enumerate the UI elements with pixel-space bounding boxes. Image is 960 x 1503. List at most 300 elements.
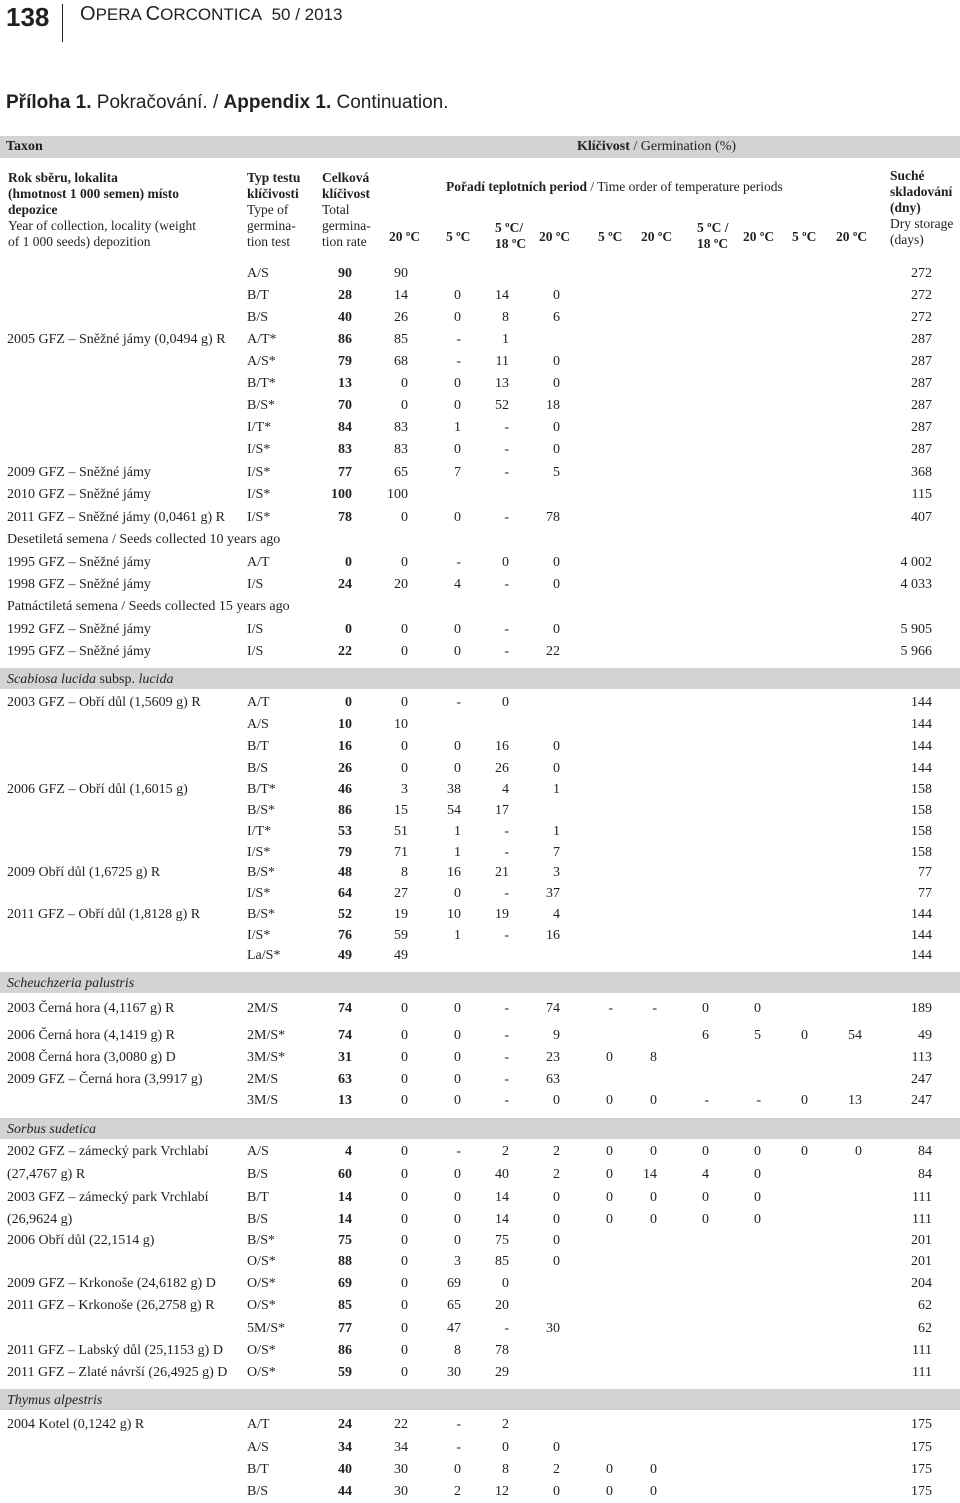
- cell-test-type: I/S: [247, 644, 264, 659]
- cell-storage-days: 158: [911, 845, 932, 860]
- cell-total: 79: [338, 845, 352, 860]
- cell-value: 16: [495, 739, 509, 754]
- table-row: [0, 779, 960, 801]
- temp-10: 20 ºC: [836, 229, 868, 244]
- cell-value: 0: [454, 761, 461, 776]
- cell-value: 0: [401, 1298, 408, 1313]
- species-name: Scheuchzeria palustris: [7, 976, 135, 991]
- cell-value: 0: [553, 761, 560, 776]
- cell-value: 3: [454, 1254, 461, 1269]
- cell-value: 0: [454, 310, 461, 325]
- table-row: [0, 998, 960, 1020]
- cell-storage-days: 201: [911, 1233, 932, 1248]
- cell-location: 2005 GFZ – Sněžné jámy (0,0494 g) R: [7, 332, 226, 347]
- cell-value: 0: [553, 1254, 560, 1269]
- cell-value: 7: [553, 845, 560, 860]
- cell-value: -: [456, 695, 461, 710]
- table-row: [0, 1164, 960, 1186]
- cell-value: 0: [401, 1321, 408, 1336]
- table-row: [0, 439, 960, 461]
- cell-value: -: [504, 1321, 509, 1336]
- cell-total: 46: [338, 782, 352, 797]
- cell-location: 2006 GFZ – Obří důl (1,6015 g): [7, 782, 188, 797]
- cell-value: -: [504, 1093, 509, 1108]
- cell-total: 26: [338, 761, 352, 776]
- table-row: [0, 842, 960, 864]
- cell-value: 2: [553, 1167, 560, 1182]
- cell-value: 10: [447, 907, 461, 922]
- cell-value: -: [704, 1093, 709, 1108]
- cell-test-type: I/S*: [247, 928, 271, 943]
- table-row: [0, 285, 960, 307]
- cell-value: -: [504, 886, 509, 901]
- cell-test-type: 2M/S: [247, 1072, 279, 1087]
- table-row: [0, 263, 960, 285]
- cell-test-type: B/S: [247, 1167, 269, 1182]
- cell-test-type: B/T*: [247, 782, 276, 797]
- table-row: [0, 736, 960, 758]
- cell-total: 77: [338, 1321, 352, 1336]
- cell-value: 0: [606, 1484, 613, 1499]
- cell-test-type: B/T*: [247, 376, 276, 391]
- cell-value: 15: [394, 803, 408, 818]
- cell-value: 6: [553, 310, 560, 325]
- cell-storage-days: 158: [911, 782, 932, 797]
- cell-total: 44: [338, 1484, 352, 1499]
- species-rank: subsp.: [96, 672, 139, 687]
- cell-value: 0: [702, 1001, 709, 1016]
- taxon-label: Taxon: [6, 139, 43, 154]
- temp-6: 20 ºC: [641, 229, 673, 244]
- cell-value: 0: [606, 1144, 613, 1159]
- table-row: [0, 1414, 960, 1436]
- cell-storage-days: 113: [911, 1050, 932, 1065]
- cell-test-type: I/S*: [247, 510, 271, 525]
- cell-value: 0: [606, 1190, 613, 1205]
- cell-total: 14: [338, 1190, 352, 1205]
- cell-storage-days: 144: [911, 695, 932, 710]
- cell-value: 0: [553, 577, 560, 592]
- section-row: [0, 529, 960, 551]
- cell-value: 19: [394, 907, 408, 922]
- cell-value: 30: [546, 1321, 560, 1336]
- cell-test-type: O/S*: [247, 1298, 276, 1313]
- cell-storage-days: 175: [911, 1417, 932, 1432]
- cell-value: 4: [454, 577, 461, 592]
- cell-total: 22: [338, 644, 352, 659]
- cell-value: 65: [394, 465, 408, 480]
- cell-location: 1995 GFZ – Sněžné jámy: [7, 644, 151, 659]
- cell-value: 0: [553, 1093, 560, 1108]
- cell-value: 11: [495, 354, 509, 369]
- cell-value: 0: [454, 442, 461, 457]
- cell-value: 30: [394, 1462, 408, 1477]
- cell-value: 0: [754, 1001, 761, 1016]
- cell-value: 0: [401, 1276, 408, 1291]
- temp-3: 5 ºC/ 18 ºC: [495, 220, 527, 251]
- table-row: [0, 1437, 960, 1459]
- cell-value: 0: [855, 1144, 862, 1159]
- table-row: [0, 925, 960, 947]
- cell-value: 0: [754, 1144, 761, 1159]
- cell-value: 51: [394, 824, 408, 839]
- cell-value: 0: [553, 420, 560, 435]
- cell-value: 65: [447, 1298, 461, 1313]
- cell-total: 24: [338, 1417, 352, 1432]
- cell-value: 0: [401, 761, 408, 776]
- cell-value: 0: [650, 1462, 657, 1477]
- cell-location: 2011 GFZ – Obří důl (1,8128 g) R: [7, 907, 201, 922]
- table-row: [0, 484, 960, 506]
- species-row: [0, 669, 960, 691]
- cell-value: 0: [553, 288, 560, 303]
- table-row: [0, 758, 960, 780]
- cell-value: 0: [401, 1050, 408, 1065]
- cell-value: 30: [447, 1365, 461, 1380]
- cell-total: 60: [338, 1167, 352, 1182]
- cell-storage-days: 287: [911, 332, 932, 347]
- cell-value: 0: [454, 1233, 461, 1248]
- cell-test-type: I/S*: [247, 886, 271, 901]
- cell-value: -: [504, 1001, 509, 1016]
- cell-total: 77: [338, 465, 352, 480]
- cell-total: 88: [338, 1254, 352, 1269]
- cell-value: 12: [495, 1484, 509, 1499]
- temp-9: 5 ºC: [792, 229, 817, 244]
- cell-value: 14: [495, 1212, 509, 1227]
- cell-value: -: [504, 1050, 509, 1065]
- table-row: [0, 1318, 960, 1340]
- cell-value: 22: [394, 1417, 408, 1432]
- cell-value: -: [504, 824, 509, 839]
- cell-test-type: B/S*: [247, 907, 276, 922]
- cell-value: 0: [553, 739, 560, 754]
- table-row: [0, 329, 960, 351]
- cell-value: 1: [454, 420, 461, 435]
- cell-value: 8: [454, 1343, 461, 1358]
- cell-value: 0: [401, 1233, 408, 1248]
- germination-header: Klíčivost / Germination (%): [577, 139, 737, 154]
- cell-test-type: I/S: [247, 622, 264, 637]
- cell-total: 100: [331, 487, 352, 502]
- cell-test-type: B/S: [247, 1212, 269, 1227]
- cell-value: 0: [454, 1462, 461, 1477]
- cell-total: 85: [338, 1298, 352, 1313]
- table-row: [0, 552, 960, 574]
- cell-value: 8: [650, 1050, 657, 1065]
- cell-value: -: [504, 420, 509, 435]
- cell-value: 1: [502, 332, 509, 347]
- cell-location: 2002 GFZ – zámecký park Vrchlabí: [7, 1144, 209, 1159]
- cell-value: 0: [401, 1254, 408, 1269]
- cell-storage-days: 144: [911, 928, 932, 943]
- cell-value: 85: [394, 332, 408, 347]
- cell-total: 16: [338, 739, 352, 754]
- cell-value: 13: [848, 1093, 862, 1108]
- cell-test-type: A/T: [247, 1417, 270, 1432]
- cell-value: 8: [502, 310, 509, 325]
- cell-value: 0: [454, 644, 461, 659]
- cell-value: 0: [553, 1484, 560, 1499]
- cell-value: 20: [394, 577, 408, 592]
- cell-location: 2008 Černá hora (3,0080 g) D: [7, 1050, 176, 1065]
- cell-value: 16: [447, 865, 461, 880]
- cell-value: 8: [502, 1462, 509, 1477]
- cell-value: 75: [495, 1233, 509, 1248]
- cell-test-type: I/S*: [247, 845, 271, 860]
- cell-total: 40: [338, 1462, 352, 1477]
- cell-value: 4: [553, 907, 560, 922]
- cell-value: 3: [553, 865, 560, 880]
- cell-total: 79: [338, 354, 352, 369]
- cell-total: 86: [338, 803, 352, 818]
- cell-value: 40: [495, 1167, 509, 1182]
- cell-value: 0: [650, 1144, 657, 1159]
- cell-storage-days: 111: [912, 1190, 932, 1205]
- cell-value: 0: [650, 1484, 657, 1499]
- table-row: [0, 507, 960, 529]
- cell-total: 53: [338, 824, 352, 839]
- appendix-title: Příloha 1. Pokračování. / Appendix 1. Continuation.: [6, 92, 449, 113]
- cell-value: 0: [553, 622, 560, 637]
- cell-test-type: O/S*: [247, 1254, 276, 1269]
- cell-value: -: [456, 1144, 461, 1159]
- cell-total: 10: [338, 717, 352, 732]
- cell-storage-days: 247: [911, 1072, 932, 1087]
- cell-value: 1: [454, 928, 461, 943]
- period-header: Pořadí teplotních period / Time order of temperature periods: [446, 179, 783, 194]
- cell-location: 2009 GFZ – Sněžné jámy: [7, 465, 151, 480]
- temp-2: 5 ºC: [446, 229, 471, 244]
- cell-value: -: [652, 1001, 657, 1016]
- cell-test-type: I/S: [247, 577, 264, 592]
- cell-value: 68: [394, 354, 408, 369]
- cell-value: 4: [702, 1167, 709, 1182]
- cell-test-type: I/T*: [247, 420, 272, 435]
- cell-total: 63: [338, 1072, 352, 1087]
- table-row: [0, 883, 960, 905]
- cell-value: 0: [401, 1144, 408, 1159]
- cell-total: 13: [338, 1093, 352, 1108]
- cell-value: 0: [801, 1144, 808, 1159]
- cell-value: 0: [401, 739, 408, 754]
- cell-value: 0: [553, 1233, 560, 1248]
- cell-location: 2003 Černá hora (4,1167 g) R: [7, 1001, 175, 1016]
- cell-storage-days: 111: [912, 1212, 932, 1227]
- cell-storage-days: 115: [911, 487, 932, 502]
- cell-value: 0: [606, 1462, 613, 1477]
- cell-value: 20: [495, 1298, 509, 1313]
- cell-value: 54: [848, 1028, 862, 1043]
- cell-storage-days: 158: [911, 824, 932, 839]
- cell-storage-days: 407: [911, 510, 932, 525]
- cell-total: 69: [338, 1276, 352, 1291]
- cell-total: 49: [338, 948, 352, 963]
- cell-value: 29: [495, 1365, 509, 1380]
- cell-value: 2: [502, 1144, 509, 1159]
- cell-value: 0: [401, 1028, 408, 1043]
- table-row: [0, 862, 960, 884]
- cell-test-type: A/S: [247, 1144, 269, 1159]
- cell-total: 74: [338, 1028, 352, 1043]
- cell-total: 0: [345, 622, 352, 637]
- table-row: [0, 307, 960, 329]
- cell-value: 0: [553, 442, 560, 457]
- cell-value: 90: [394, 266, 408, 281]
- species-row: [0, 973, 960, 995]
- table-row: [0, 641, 960, 663]
- cell-storage-days: 77: [918, 886, 932, 901]
- cell-value: 16: [546, 928, 560, 943]
- cell-total: 48: [338, 865, 352, 880]
- cell-value: 54: [447, 803, 461, 818]
- cell-test-type: B/S: [247, 761, 269, 776]
- table-row: [0, 1090, 960, 1112]
- cell-location: 2011 GFZ – Labský důl (25,1153 g) D: [7, 1343, 223, 1358]
- cell-value: 0: [401, 1093, 408, 1108]
- cell-value: 0: [454, 510, 461, 525]
- cell-test-type: O/S*: [247, 1365, 276, 1380]
- cell-value: 0: [401, 1190, 408, 1205]
- cell-value: 5: [754, 1028, 761, 1043]
- cell-value: 0: [650, 1093, 657, 1108]
- cell-value: 0: [401, 398, 408, 413]
- table-row: [0, 462, 960, 484]
- cell-value: 34: [394, 1440, 408, 1455]
- cell-location: 1995 GFZ – Sněžné jámy: [7, 555, 151, 570]
- table-row: [0, 373, 960, 395]
- cell-value: 0: [454, 1028, 461, 1043]
- cell-location: 2009 GFZ – Krkonoše (24,6182 g) D: [7, 1276, 216, 1291]
- table-row: [0, 1187, 960, 1209]
- cell-total: 59: [338, 1365, 352, 1380]
- cell-test-type: B/T: [247, 739, 269, 754]
- cell-location: 2011 GFZ – Zlaté návrší (26,4925 g) D: [7, 1365, 228, 1380]
- cell-value: 0: [553, 1190, 560, 1205]
- cell-value: 69: [447, 1276, 461, 1291]
- cell-value: 100: [387, 487, 408, 502]
- temp-7: 5 ºC / 18 ºC: [697, 220, 729, 251]
- cell-storage-days: 62: [918, 1321, 932, 1336]
- cell-test-type: B/S: [247, 310, 269, 325]
- cell-value: 47: [447, 1321, 461, 1336]
- cell-value: 52: [495, 398, 509, 413]
- cell-value: 1: [553, 824, 560, 839]
- cell-value: 0: [502, 555, 509, 570]
- cell-value: -: [504, 1072, 509, 1087]
- cell-value: -: [504, 928, 509, 943]
- cell-storage-days: 158: [911, 803, 932, 818]
- cell-value: 2: [553, 1144, 560, 1159]
- header-bar: [0, 136, 960, 158]
- cell-value: 0: [606, 1167, 613, 1182]
- cell-value: 14: [495, 288, 509, 303]
- cell-test-type: A/S: [247, 717, 269, 732]
- cell-test-type: B/S: [247, 1484, 269, 1499]
- cell-location: 2011 GFZ – Sněžné jámy (0,0461 g) R: [7, 510, 226, 525]
- table-row: [0, 1481, 960, 1503]
- cell-value: -: [504, 577, 509, 592]
- cell-test-type: A/T: [247, 695, 270, 710]
- cell-total: 86: [338, 332, 352, 347]
- table-row: [0, 1047, 960, 1069]
- cell-test-type: A/T: [247, 555, 270, 570]
- cell-value: 18: [546, 398, 560, 413]
- cell-value: 1: [454, 845, 461, 860]
- col-storage-header: Suché skladování (dny) Dry storage (days): [890, 168, 954, 247]
- temp-8: 20 ºC: [743, 229, 775, 244]
- cell-test-type: A/S: [247, 266, 269, 281]
- cell-location: 2009 Obří důl (1,6725 g) R: [7, 865, 161, 880]
- table-row: [0, 800, 960, 822]
- cell-test-type: A/S: [247, 1440, 269, 1455]
- cell-value: 0: [650, 1212, 657, 1227]
- cell-test-type: I/S*: [247, 487, 271, 502]
- cell-value: 0: [401, 1001, 408, 1016]
- cell-value: 63: [546, 1072, 560, 1087]
- cell-value: 5: [553, 465, 560, 480]
- table-row: [0, 904, 960, 926]
- cell-storage-days: 368: [911, 465, 932, 480]
- cell-value: 2: [502, 1417, 509, 1432]
- cell-value: 0: [401, 555, 408, 570]
- table-row: [0, 1459, 960, 1481]
- col-total-header: Celková klíčivost Total germina- tion rate: [322, 170, 371, 249]
- cell-location: (27,4767 g) R: [7, 1167, 86, 1182]
- cell-total: 14: [338, 1212, 352, 1227]
- cell-value: -: [456, 555, 461, 570]
- cell-value: 0: [401, 1167, 408, 1182]
- cell-location: 2009 GFZ – Černá hora (3,9917 g): [7, 1072, 203, 1087]
- cell-value: 0: [454, 886, 461, 901]
- cell-value: 2: [553, 1462, 560, 1477]
- cell-value: 1: [454, 824, 461, 839]
- cell-value: 21: [495, 865, 509, 880]
- cell-value: -: [504, 622, 509, 637]
- cell-test-type: B/S*: [247, 803, 276, 818]
- cell-value: 49: [394, 948, 408, 963]
- cell-storage-days: 201: [911, 1254, 932, 1269]
- temp-5: 5 ºC: [598, 229, 623, 244]
- cell-location: 1998 GFZ – Sněžné jámy: [7, 577, 151, 592]
- cell-test-type: 5M/S*: [247, 1321, 286, 1336]
- cell-value: 0: [702, 1212, 709, 1227]
- cell-total: 52: [338, 907, 352, 922]
- table-row: [0, 395, 960, 417]
- cell-location: 2006 Černá hora (4,1419 g) R: [7, 1028, 175, 1043]
- cell-value: -: [456, 354, 461, 369]
- table-row: [0, 1340, 960, 1362]
- cell-value: -: [504, 465, 509, 480]
- table-row: [0, 619, 960, 641]
- cell-storage-days: 272: [911, 310, 932, 325]
- cell-location: 2006 Obří důl (22,1514 g): [7, 1233, 155, 1248]
- cell-value: 22: [546, 644, 560, 659]
- section-label: Desetiletá semena / Seeds collected 10 years ago: [7, 532, 281, 547]
- cell-value: 0: [454, 1001, 461, 1016]
- table-row: [0, 1069, 960, 1091]
- cell-location: (26,9624 g): [7, 1212, 73, 1227]
- cell-test-type: B/S*: [247, 865, 276, 880]
- cell-total: 28: [338, 288, 352, 303]
- cell-storage-days: 144: [911, 761, 932, 776]
- cell-value: 0: [401, 695, 408, 710]
- cell-test-type: O/S*: [247, 1276, 276, 1291]
- cell-value: 0: [454, 1050, 461, 1065]
- cell-total: 40: [338, 310, 352, 325]
- cell-storage-days: 5 966: [900, 644, 932, 659]
- cell-value: 2: [454, 1484, 461, 1499]
